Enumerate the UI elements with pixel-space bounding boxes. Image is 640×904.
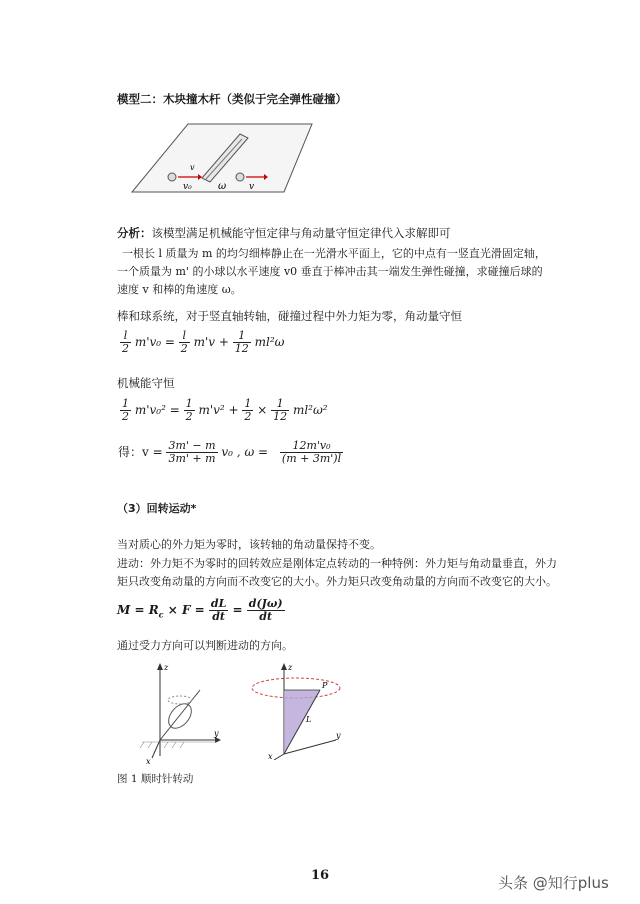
section-heading: （3）回转运动* (117, 502, 197, 515)
precession-after: 通过受力方向可以判断进动的方向。 (117, 639, 293, 652)
svg-text:v₀: v₀ (183, 182, 192, 192)
energy-label: 机械能守恒 (117, 376, 175, 390)
svg-text:ω: ω (218, 181, 227, 192)
ball-left (168, 173, 176, 181)
torque-formula: $M = R_c \times F$ = $\frac{dL}{dt}$ = $\frac{d(J\omega)}{dt}$ (117, 597, 283, 623)
collision-figure (128, 118, 314, 198)
svg-text:P: P (322, 681, 328, 690)
gyroscope-figure (120, 660, 230, 768)
system-line: 棒和球系统，对于竖直轴转轴，碰撞过程中外力矩为零，角动量守恒 (117, 309, 462, 323)
svg-text:x: x (146, 757, 151, 766)
analysis-line: 分析：该模型满足机械能守恒定律与角动量守恒定律代入求解即可 (117, 226, 451, 240)
watermark: 头条 @知行plus (498, 874, 609, 892)
svg-text:v: v (249, 182, 255, 192)
svg-text:y: y (336, 731, 341, 740)
svg-text:L: L (306, 715, 312, 724)
svg-text:x: x (268, 752, 273, 760)
model2-title: 模型二：木块撞木杆（类似于完全弹性碰撞） (117, 92, 347, 106)
angular-momentum-equation: $\frac{l}{2}$ m'v₀ = $\frac{l}{2}$ m'v + $\frac{1}{12}$ ml²ω (122, 329, 285, 355)
precession-line-3: 矩只改变角动量的方向而不改变它的大小。外力矩只改变角动量的方向而不改变它的大小。 (117, 575, 557, 588)
ball-right (236, 173, 244, 181)
problem-line-1: 一根长 l 质量为 m 的均匀细棒静止在一光滑水平面上，它的中点有一竖直光滑固定轴， (122, 247, 546, 260)
figure-caption: 图 1 顺时针转动 (117, 773, 194, 785)
svg-text:y: y (214, 729, 219, 738)
problem-line-2: 一个质量为 m' 的小球以水平速度 v0 垂直于棒冲击其一端发生弹性碰撞，求碰撞后球的 (117, 265, 543, 278)
solution-equation: 得：v = $\frac{3m' - m}{3m' + m}$ v₀ , ω = $\frac{\text{12m'v₀}}{(m + 3m')l}$ (118, 439, 342, 465)
problem-line-3: 速度 v 和棒的角速度 ω。 (117, 283, 242, 296)
page-number: 16 (311, 868, 330, 883)
svg-text:z: z (164, 663, 169, 672)
precession-line-1: 当对质心的外力矩为零时，该转轴的角动量保持不变。 (117, 538, 381, 551)
precession-cone-figure (236, 660, 346, 760)
energy-equation: $\frac{1}{2}$ m'v₀² = $\frac{1}{2}$ m'v² + $\frac{1}{2}$ × $\frac{1}{12}$ ml²ω² (122, 397, 328, 423)
precession-line-2: 进动：外力矩不为零时的回转效应是刚体定点转动的一种特例：外力矩与角动量垂直，外力 (117, 557, 557, 570)
svg-text:z: z (288, 663, 293, 672)
svg-text:v: v (190, 163, 195, 172)
